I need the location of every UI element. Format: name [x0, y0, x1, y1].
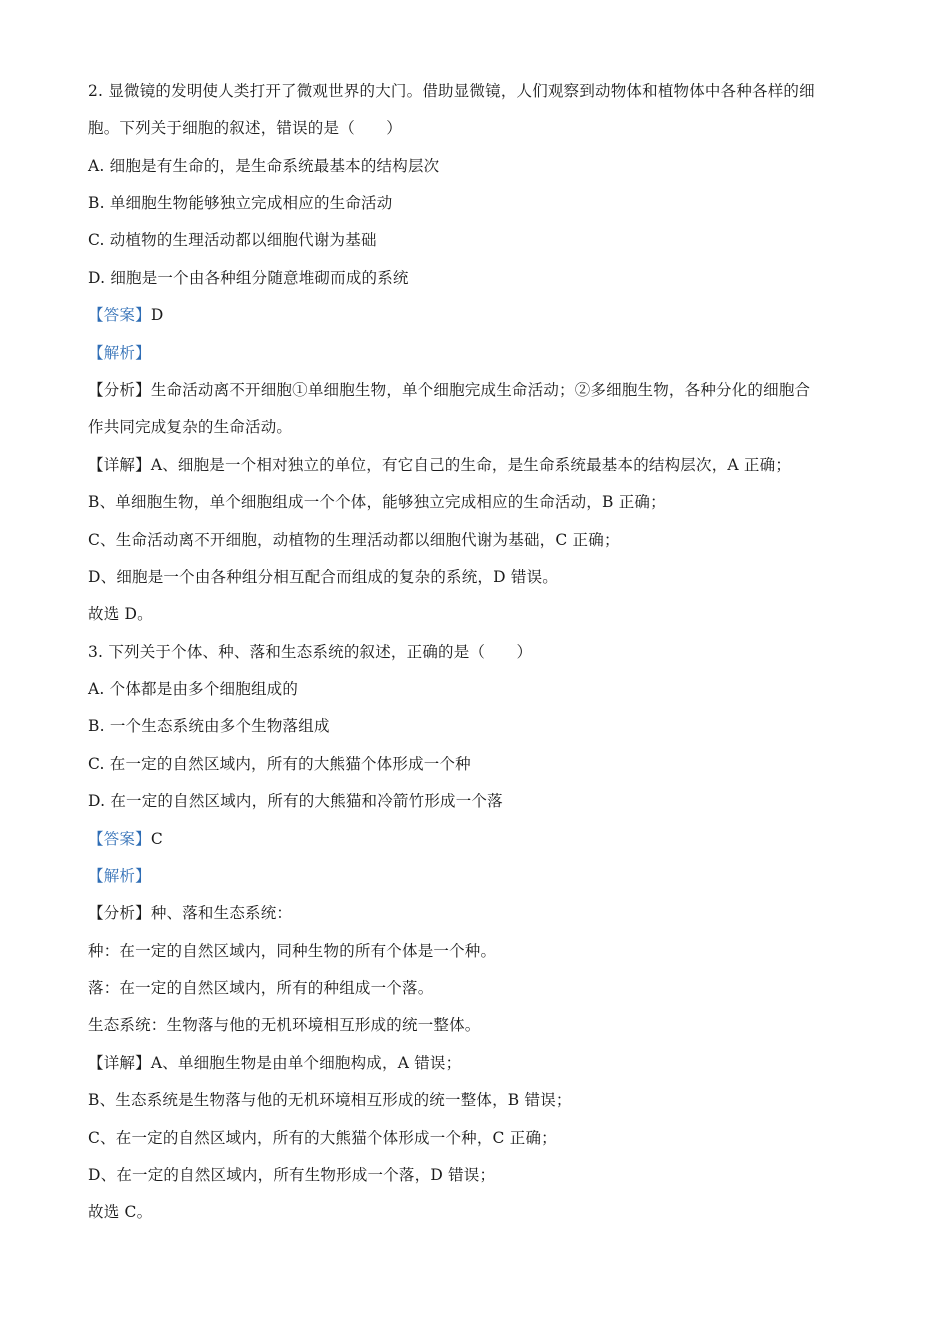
q2-xiangjie-d: D、细胞是一个由各种组分相互配合而组成的复杂的系统，D 错误。: [88, 568, 558, 586]
q3-xiangjie-b: B、生态系统是生物落与他的无机环境相互形成的统一整体，B 错误；: [88, 1091, 572, 1109]
q3-conclusion: 故选 C。: [88, 1203, 153, 1221]
q3-xiangjie-c: C、在一定的自然区域内，所有的大熊猫个体形成一个种，C 正确；: [88, 1129, 557, 1147]
q2-option-b: B. 单细胞生物能够独立完成相应的生命活动: [88, 194, 393, 212]
q2-stem-line2: 胞。下列关于细胞的叙述，错误的是（ ）: [88, 119, 403, 137]
q3-answer-value: C: [150, 830, 163, 848]
q3-fenxi-tag: 【分析】: [88, 904, 151, 922]
q2-xiangjie-b: B、单细胞生物，单个细胞组成一个个体，能够独立完成相应的生命活动，B 正确；: [88, 493, 666, 511]
q2-answer: [88, 305, 878, 325]
q2-option-a: A. 细胞是有生命的，是生命系统最基本的结构层次: [88, 157, 440, 175]
q3-xiangjie-a-line: [88, 1053, 878, 1073]
q2-fenxi-line1: [88, 380, 878, 400]
q3-xiangjie-a: A、单细胞生物是由单个细胞构成，A 错误；: [150, 1054, 462, 1072]
q3-xiangjie-tag: 【详解】: [88, 1054, 151, 1072]
q2-jiexi-tag: 【解析】: [88, 344, 151, 362]
q3-stem: 3. 下列关于个体、种、落和生态系统的叙述，正确的是（ ）: [88, 643, 533, 661]
q2-fenxi-line2: 作共同完成复杂的生命活动。: [88, 418, 293, 436]
q3-def-shengtai: 生态系统：生物落与他的无机环境相互形成的统一整体。: [88, 1016, 481, 1034]
q3-xiangjie-d: D、在一定的自然区域内，所有生物形成一个落，D 错误；: [88, 1166, 496, 1184]
q3-def-zhong: 种：在一定的自然区域内，同种生物的所有个体是一个种。: [88, 942, 497, 960]
q3-option-d: D. 在一定的自然区域内，所有的大熊猫和冷箭竹形成一个落: [88, 792, 503, 810]
q2-conclusion: 故选 D。: [88, 605, 153, 623]
q3-def-luo: 落：在一定的自然区域内，所有的种组成一个落。: [88, 979, 434, 997]
q2-fenxi-tag: 【分析】: [88, 381, 151, 399]
q3-jiexi-tag: 【解析】: [88, 867, 151, 885]
q3-fenxi-line: [88, 903, 878, 923]
q2-xiangjie-c: C、生命活动离不开细胞，动植物的生理活动都以细胞代谢为基础，C 正确；: [88, 531, 620, 549]
q2-xiangjie-a-line: [88, 455, 878, 475]
q2-option-d: D. 细胞是一个由各种组分随意堆砌而成的系统: [88, 269, 409, 287]
q2-xiangjie-a: A、细胞是一个相对独立的单位，有它自己的生命，是生命系统最基本的结构层次，A 正确；: [150, 456, 792, 474]
q3-option-c: C. 在一定的自然区域内，所有的大熊猫个体形成一个种: [88, 755, 471, 773]
q3-answer: [88, 829, 878, 849]
q3-answer-tag: 【答案】: [88, 830, 151, 848]
q2-answer-value: D: [150, 306, 164, 324]
q3-option-a: A. 个体都是由多个细胞组成的: [88, 680, 299, 698]
q3-option-b: B. 一个生态系统由多个生物落组成: [88, 717, 330, 735]
q2-fenxi-text: 生命活动离不开细胞①单细胞生物，单个细胞完成生命活动；②多细胞生物，各种分化的细胞合: [150, 381, 811, 399]
q2-answer-tag: 【答案】: [88, 306, 151, 324]
q2-stem-line1: 2. 显微镜的发明使人类打开了微观世界的大门。借助显微镜，人们观察到动物体和植物体中各种各样的细: [88, 82, 815, 100]
q3-fenxi-head: 种、落和生态系统：: [150, 904, 293, 922]
q2-option-c: C. 动植物的生理活动都以细胞代谢为基础: [88, 231, 377, 249]
q2-xiangjie-tag: 【详解】: [88, 456, 151, 474]
